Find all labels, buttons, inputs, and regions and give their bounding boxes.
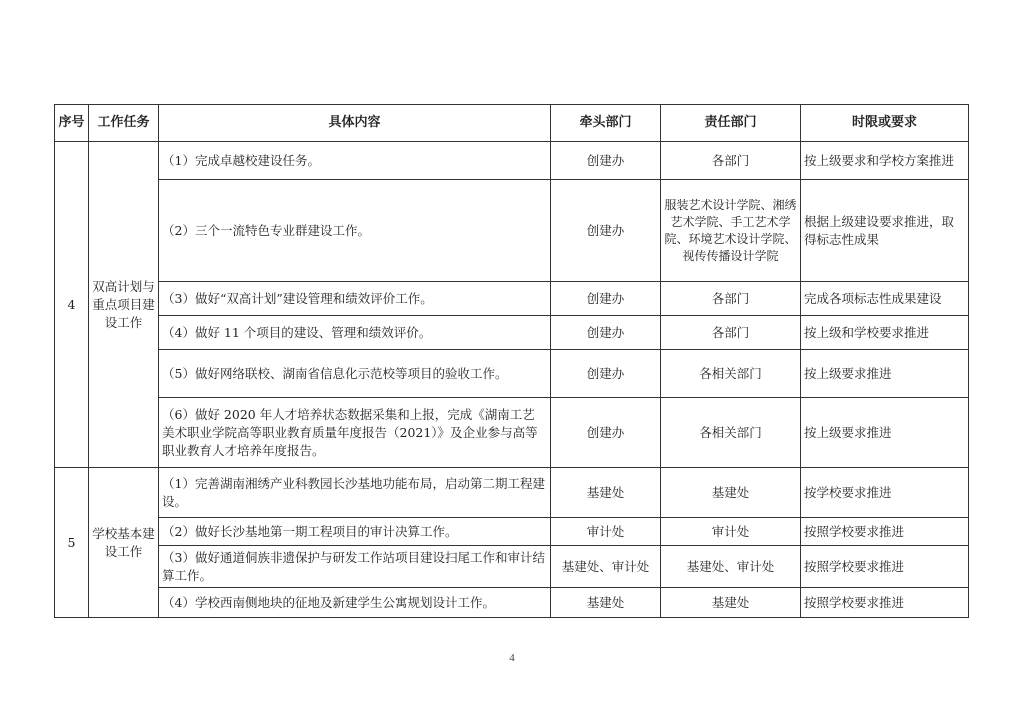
table-row [55, 468, 969, 518]
table-row [55, 316, 969, 350]
row-deadline: 按照学校要求推进 [801, 518, 969, 546]
table-row [55, 350, 969, 398]
row-resp: 服装艺术设计学院、湘绣艺术学院、手工艺术学院、环境艺术设计学院、视传传播设计学院 [661, 180, 801, 282]
row-deadline: 按学校要求推进 [801, 468, 969, 518]
group-task: 双高计划与重点项目建设工作 [89, 142, 159, 468]
row-lead: 创建办 [551, 282, 661, 316]
row-resp: 基建处 [661, 588, 801, 618]
header-resp: 责任部门 [661, 105, 801, 142]
table-row [55, 588, 969, 618]
page-number: 4 [509, 652, 515, 664]
header-deadline: 时限或要求 [801, 105, 969, 142]
row-resp: 基建处、审计处 [661, 546, 801, 588]
row-deadline: 完成各项标志性成果建设 [801, 282, 969, 316]
row-lead: 创建办 [551, 316, 661, 350]
group-number: 5 [55, 468, 89, 618]
row-content: （2）三个一流特色专业群建设工作。 [159, 180, 551, 282]
header-lead: 牵头部门 [551, 105, 661, 142]
row-resp: 审计处 [661, 518, 801, 546]
row-resp: 各部门 [661, 142, 801, 180]
header-task: 工作任务 [89, 105, 159, 142]
row-content: （5）做好网络联校、湖南省信息化示范校等项目的验收工作。 [159, 350, 551, 398]
header-content: 具体内容 [159, 105, 551, 142]
group-number: 4 [55, 142, 89, 468]
row-deadline: 按上级要求推进 [801, 350, 969, 398]
row-content: （3）做好通道侗族非遗保护与研发工作站项目建设扫尾工作和审计结算工作。 [159, 546, 551, 588]
table-row [55, 518, 969, 546]
row-deadline: 按上级要求推进 [801, 398, 969, 468]
row-content: （4）学校西南侧地块的征地及新建学生公寓规划设计工作。 [159, 588, 551, 618]
header-no: 序号 [55, 105, 89, 142]
row-deadline: 按照学校要求推进 [801, 588, 969, 618]
row-lead: 基建处、审计处 [551, 546, 661, 588]
row-resp: 各相关部门 [661, 350, 801, 398]
row-lead: 创建办 [551, 350, 661, 398]
row-deadline: 根据上级建设要求推进，取得标志性成果 [801, 180, 969, 282]
row-content: （1）完成卓越校建设任务。 [159, 142, 551, 180]
row-resp: 基建处 [661, 468, 801, 518]
row-resp: 各相关部门 [661, 398, 801, 468]
table-row [55, 180, 969, 282]
row-lead: 创建办 [551, 142, 661, 180]
row-lead: 创建办 [551, 398, 661, 468]
row-deadline: 按上级要求和学校方案推进 [801, 142, 969, 180]
row-lead: 审计处 [551, 518, 661, 546]
table-row [55, 142, 969, 180]
row-resp: 各部门 [661, 282, 801, 316]
work-plan-table [54, 104, 969, 618]
row-content: （2）做好长沙基地第一期工程项目的审计决算工作。 [159, 518, 551, 546]
row-lead: 基建处 [551, 588, 661, 618]
row-content: （1）完善湖南湘绣产业科教园长沙基地功能布局，启动第二期工程建设。 [159, 468, 551, 518]
row-resp: 各部门 [661, 316, 801, 350]
row-content: （3）做好“双高计划”建设管理和绩效评价工作。 [159, 282, 551, 316]
row-content: （4）做好 11 个项目的建设、管理和绩效评价。 [159, 316, 551, 350]
row-deadline: 按上级和学校要求推进 [801, 316, 969, 350]
table-header-row [55, 105, 969, 142]
row-content: （6）做好 2020 年人才培养状态数据采集和上报，完成《湖南工艺美术职业学院高等职业教育质量年度报告（2021）》及企业参与高等职业教育人才培养年度报告。 [159, 398, 551, 468]
group-task: 学校基本建设工作 [89, 468, 159, 618]
table-row [55, 398, 969, 468]
row-lead: 基建处 [551, 468, 661, 518]
row-lead: 创建办 [551, 180, 661, 282]
table-row [55, 546, 969, 588]
row-deadline: 按照学校要求推进 [801, 546, 969, 588]
table-row [55, 282, 969, 316]
